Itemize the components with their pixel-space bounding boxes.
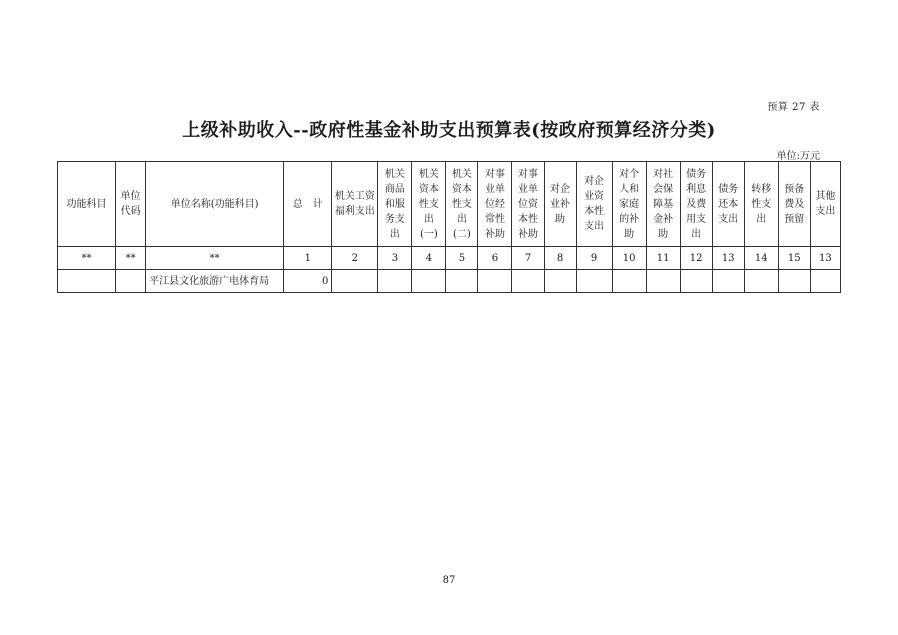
header-c6 [512,162,544,247]
cell-function-subject [58,270,116,293]
header-c9-text: 对个人和家庭的补助 [619,168,640,240]
column-code: 13 [810,247,840,270]
header-c13 [744,162,778,247]
column-code: 2 [332,247,378,270]
header-c14-text: 预备费及预留 [784,183,805,225]
column-code: 13 [712,247,744,270]
column-code: 12 [680,247,712,270]
header-c15 [810,162,840,247]
header-c1 [332,162,378,247]
cell-empty [810,270,840,293]
header-function-subject: 功能科目 [58,162,116,247]
column-code: 5 [446,247,478,270]
cell-empty [544,270,576,293]
cell-empty [446,270,478,293]
column-code: 4 [412,247,446,270]
unit-label: 单位:万元 [776,151,820,162]
column-code: 11 [646,247,680,270]
header-c15-text: 其他支出 [815,191,836,217]
header-c11 [680,162,712,247]
header-unit-code-text: 单位代码 [120,191,141,217]
column-code: 14 [744,247,778,270]
cell-empty [576,270,612,293]
header-c9 [612,162,646,247]
header-c2 [378,162,412,247]
header-c12-text: 债务还本支出 [718,183,739,225]
column-code: 9 [576,247,612,270]
header-c12 [712,162,744,247]
header-c10 [646,162,680,247]
cell-total: 0 [284,270,332,293]
column-code: 6 [478,247,512,270]
header-c6-text: 对事业单位资本性补助 [518,168,538,240]
header-c5 [478,162,512,247]
cell-empty [646,270,680,293]
cell-empty [712,270,744,293]
header-total: 总 计 [284,162,332,247]
cell-empty [412,270,446,293]
cell-empty [478,270,512,293]
column-code: 1 [284,247,332,270]
cell-empty [512,270,544,293]
column-code: 7 [512,247,544,270]
cell-empty [378,270,412,293]
header-c1-text: 机关工资福利支出 [334,191,375,217]
column-code: 10 [612,247,646,270]
cell-empty [332,270,378,293]
header-unit-name: 单位名称(功能科目) [146,162,284,247]
header-c7-text: 对企业补助 [550,183,571,225]
column-code: ** [116,247,146,270]
header-row [58,162,841,247]
table-number: 预算 27 表 [767,102,820,113]
header-c13-text: 转移性支出 [751,183,772,225]
column-code: 15 [778,247,810,270]
column-code: 8 [544,247,576,270]
header-c3 [412,162,446,247]
header-c8-text: 对企业资本性支出 [584,176,605,232]
header-c11-text: 债务利息及费用支出 [686,168,707,240]
header-c3-text: 机关资本性支出(一) [418,168,439,240]
column-code: ** [58,247,116,270]
cell-empty [778,270,810,293]
header-c8 [576,162,612,247]
header-c10-text: 对社会保障基金补助 [653,168,674,240]
header-c4-text: 机关资本性支出(二) [451,168,472,240]
page-title: 上级补助收入--政府性基金补助支出预算表(按政府预算经济分类) [182,120,716,141]
page-number: 87 [442,575,456,586]
column-code: 3 [378,247,412,270]
column-code-row [58,247,841,270]
table-row [58,270,841,293]
cell-unit-code [116,270,146,293]
header-c14 [778,162,810,247]
cell-unit-name: 平江县文化旅游广电体育局 [146,270,284,293]
header-c2-text: 机关商品和服务支出 [384,168,405,240]
cell-empty [744,270,778,293]
column-code: ** [146,247,284,270]
header-c5-text: 对事业单位经常性补助 [484,168,505,240]
header-c7 [544,162,576,247]
cell-empty [612,270,646,293]
header-unit-code [116,162,146,247]
budget-table [57,161,841,293]
header-c4 [446,162,478,247]
cell-empty [680,270,712,293]
